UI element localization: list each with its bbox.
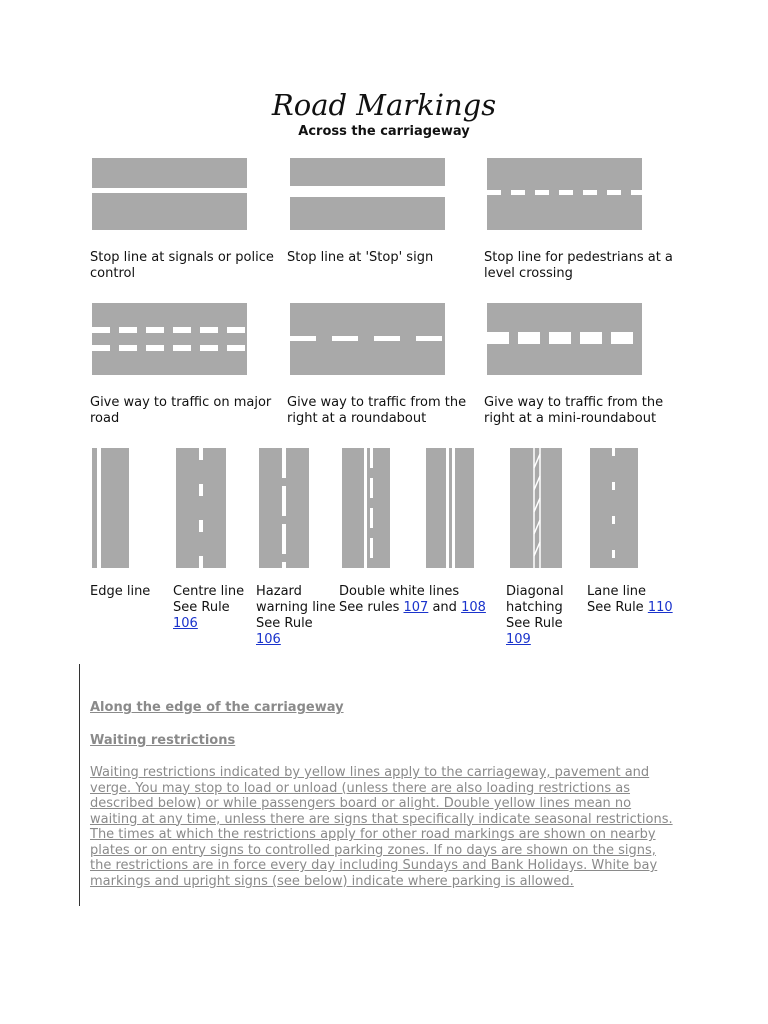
rule-107-link[interactable]: 107 (403, 600, 429, 615)
edge-line-image (92, 448, 129, 568)
caption-centre-line: Centre line See Rule 106 (173, 584, 245, 631)
diagonal-hatching-image (510, 448, 562, 568)
caption-lane-line: Lane line See Rule 110 (587, 584, 673, 615)
caption-edge-line: Edge line (90, 584, 151, 599)
give-way-roundabout-image (290, 303, 445, 375)
page-subtitle: Across the carriageway (298, 124, 470, 139)
caption-give-way-roundabout: Give way to traffic from the right at a roundabout (287, 395, 467, 426)
lane-line-image (590, 448, 638, 568)
diagonal-hatching-marks (510, 448, 562, 568)
section-waiting-link[interactable]: Waiting restrictions (90, 733, 236, 748)
rule-108-link[interactable]: 108 (461, 600, 486, 615)
give-way-major-road-image (92, 303, 247, 375)
rule-110-link[interactable]: 110 (647, 600, 673, 615)
section-edge-link[interactable]: Along the edge of the carriageway (90, 700, 344, 715)
page-title: Road Markings (271, 88, 497, 122)
caption-stop-line-stop-sign: Stop line at 'Stop' sign (287, 250, 434, 265)
double-white-lines-image-a (342, 448, 390, 568)
stop-line-stop-sign-image (290, 158, 445, 230)
rule-106-link[interactable]: 106 (173, 616, 198, 631)
change-bar (79, 664, 80, 906)
caption-give-way-mini-roundabout: Give way to traffic from the right at a mini-roundabout (484, 395, 664, 426)
rule-109-link[interactable]: 109 (506, 632, 531, 647)
double-white-lines-image-b (426, 448, 474, 568)
stop-line-signals-image (92, 158, 247, 230)
rule-106-hazard-link[interactable]: 106 (256, 632, 281, 647)
caption-stop-line-signals: Stop line at signals or police control (90, 250, 274, 281)
centre-line-image (176, 448, 226, 568)
caption-give-way-major-road: Give way to traffic on major road (90, 395, 272, 426)
caption-double-white-lines: Double white lines See rules 107 and 108 (339, 584, 486, 615)
stop-line-level-crossing-image (487, 158, 642, 230)
hazard-warning-line-image (259, 448, 309, 568)
give-way-mini-roundabout-image (487, 303, 642, 375)
caption-stop-line-level-crossing: Stop line for pedestrians at a level crossing (484, 250, 673, 281)
caption-hazard-warning-line: Hazard warning line See Rule 106 (256, 584, 336, 647)
caption-diagonal-hatching: Diagonal hatching See Rule 109 (506, 584, 564, 647)
waiting-restrictions-paragraph: Waiting restrictions indicated by yellow lines apply to the carriageway, pavement and verge. You may stop to load or unload (unless there are also loading restrictions as described below) or while passengers board or alight. Double yellow lines mean no waiting at any time, unless there are signs that specifically indicate seasonal restrictions. The times at which the restrictions apply for other road markings are shown on nearby plates or on entry signs to controlled parking zones. If no days are shown on the signs, the restrictions are in force every day including Sundays and Bank Holidays. White bay markings and upright signs (see below) indicate where parking is allowed. (90, 765, 673, 889)
